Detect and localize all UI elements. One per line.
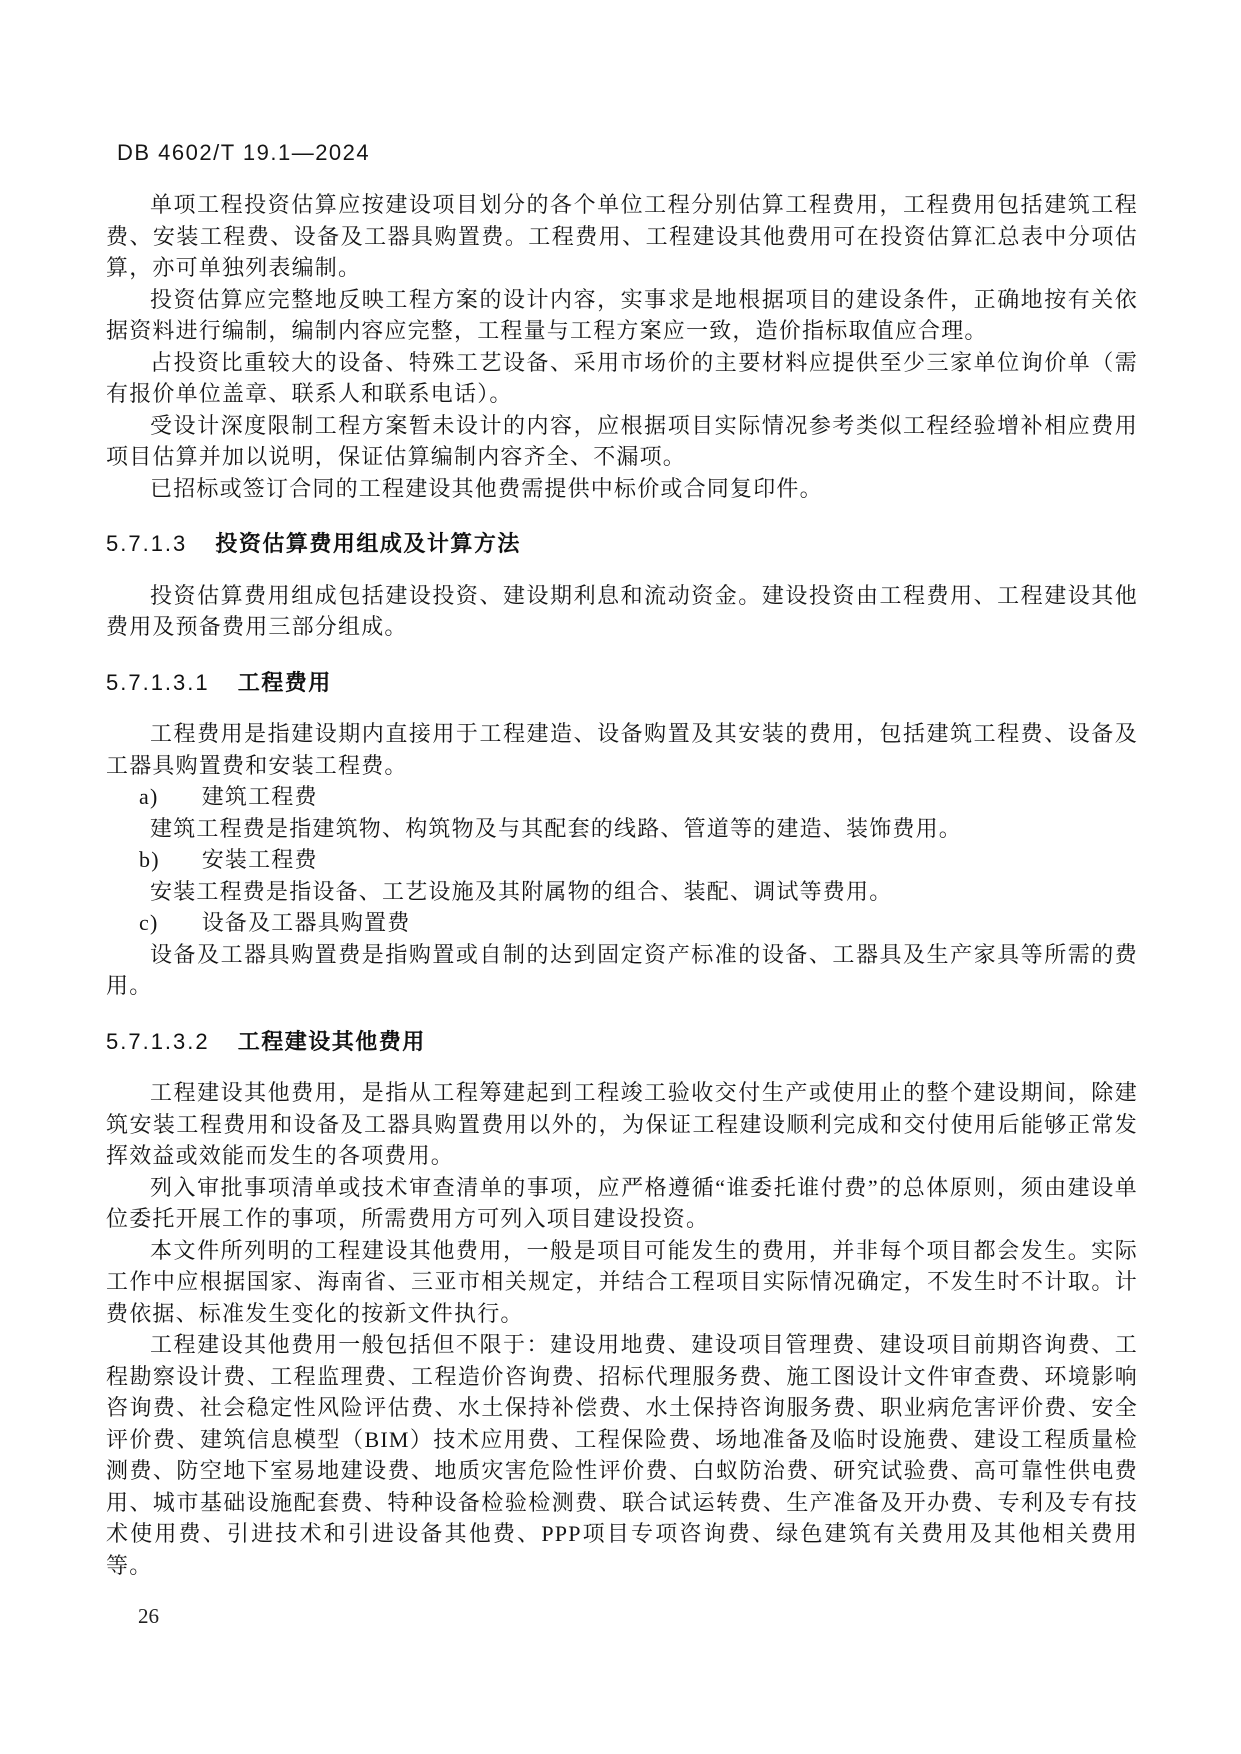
paragraph-applicability: 本文件所列明的工程建设其他费用，一般是项目可能发生的费用，并非每个项目都会发生。实际工作中应根据国家、海南省、三亚市相关规定，并结合工程项目实际情况确定，不发生时不计取。计费依据、标准发生变化的按新文件执行。 — [106, 1237, 1138, 1326]
list-item-description-b: 安装工程费是指设备、工艺设施及其附属物的组合、装配、调试等费用。 — [150, 878, 893, 904]
clause-number: 5.7.1.3.1 — [106, 669, 210, 695]
list-item-a — [106, 781, 1138, 813]
paragraph-estimate-by-unit: 单项工程投资估算应按建设项目划分的各个单位工程分别估算工程费用，工程费用包括建筑工程费、安装工程费、设备及工器具购置费。工程费用、工程建设其他费用可在投资估算汇总表中分项估算，亦可单独列表编制。 — [106, 192, 1138, 280]
clause-heading-5-7-1-3-1 — [106, 667, 1138, 699]
list-item-title-a: 建筑工程费 — [201, 784, 318, 809]
clause-heading-5-7-1-3-2 — [106, 1026, 1138, 1058]
doc-code-header: DB 4602/T 19.1—2024 — [117, 140, 371, 165]
clause-title: 工程建设其他费用 — [237, 1028, 426, 1054]
list-item-description-c: 设备及工器具购置费是指购置或自制的达到固定资产标准的设备、工器具及生产家具等所需的费用。 — [106, 941, 1138, 998]
paragraph-approval-list: 列入审批事项清单或技术审查清单的事项，应严格遵循“谁委托谁付费”的总体原则，须由建设单位委托开展工作的事项，所需费用方可列入项目建设投资。 — [106, 1174, 1138, 1231]
clause-heading-5-7-1-3 — [106, 528, 1138, 560]
list-item-c — [106, 907, 1138, 939]
paragraph-design-depth: 受设计深度限制工程方案暂未设计的内容，应根据项目实际情况参考类似工程经验增补相应费用项目估算并加以说明，保证估算编制内容齐全、不漏项。 — [106, 412, 1138, 469]
list-item-description-a: 建筑工程费是指建筑物、构筑物及与其配套的线路、管道等的建造、装饰费用。 — [150, 815, 963, 841]
clause-title: 投资估算费用组成及计算方法 — [215, 531, 521, 556]
list-marker-a: a) — [139, 784, 159, 809]
clause-number: 5.7.1.3 — [106, 531, 188, 556]
clause-number: 5.7.1.3.2 — [106, 1028, 210, 1054]
paragraph-reflect-design: 投资估算应完整地反映工程方案的设计内容，实事求是地根据项目的建设条件，正确地按有关依据资料进行编制，编制内容应完整，工程量与工程方案应一致，造价指标取值应合理。 — [106, 286, 1138, 343]
paragraph-other-cost-items: 工程建设其他费用一般包括但不限于：建设用地费、建设项目管理费、建设项目前期咨询费、工程勘察设计费、工程监理费、工程造价咨询费、招标代理服务费、施工图设计文件审查费、环境影响咨询费、社会稳定性风险评估费、水土保持补偿费、水土保持咨询服务费、职业病危害评价费、安全评价费、建筑信息模型（BIM）技术应用费、工程保险费、场地准备及临时设施费、建设工程质量检测费、防空地下室易地建设费、地质灾害危险性评价费、白蚁防治费、研究试验费、高可靠性供电费用、城市基础设施配套费、特种设备检验检测费、联合试运转费、生产准备及开办费、专利及专有技术使用费、引进技术和引进设备其他费、PPP项目专项咨询费、绿色建筑有关费用及其他相关费用等。 — [106, 1332, 1138, 1578]
list-marker-c: c) — [139, 910, 159, 935]
paragraph-engineering-cost: 工程费用是指建设期内直接用于工程建造、设备购置及其安装的费用，包括建筑工程费、设备及工器具购置费和安装工程费。 — [106, 721, 1138, 778]
list-item-b — [106, 844, 1138, 876]
paragraph-other-cost-definition: 工程建设其他费用，是指从工程筹建起到工程竣工验收交付生产或使用止的整个建设期间，除建筑安装工程费用和设备及工器具购置费用以外的，为保证工程建设顺利完成和交付使用后能够正常发挥效益或效能而发生的各项费用。 — [106, 1080, 1138, 1168]
paragraph-cost-composition: 投资估算费用组成包括建设投资、建设期利息和流动资金。建设投资由工程费用、工程建设其他费用及预备费用三部分组成。 — [106, 582, 1138, 639]
list-item-title-c: 设备及工器具购置费 — [201, 910, 411, 935]
paragraph-bid-contract: 已招标或签订合同的工程建设其他费需提供中标价或合同复印件。 — [150, 475, 823, 501]
clause-title: 工程费用 — [237, 669, 332, 695]
list-marker-b: b) — [139, 847, 160, 872]
list-item-title-b: 安装工程费 — [201, 847, 318, 872]
paragraph-quotation-sheets: 占投资比重较大的设备、特殊工艺设备、采用市场价的主要材料应提供至少三家单位询价单（需有报价单位盖章、联系人和联系电话）。 — [106, 349, 1138, 406]
document-body — [106, 189, 1138, 1581]
page-number: 26 — [138, 1604, 159, 1628]
